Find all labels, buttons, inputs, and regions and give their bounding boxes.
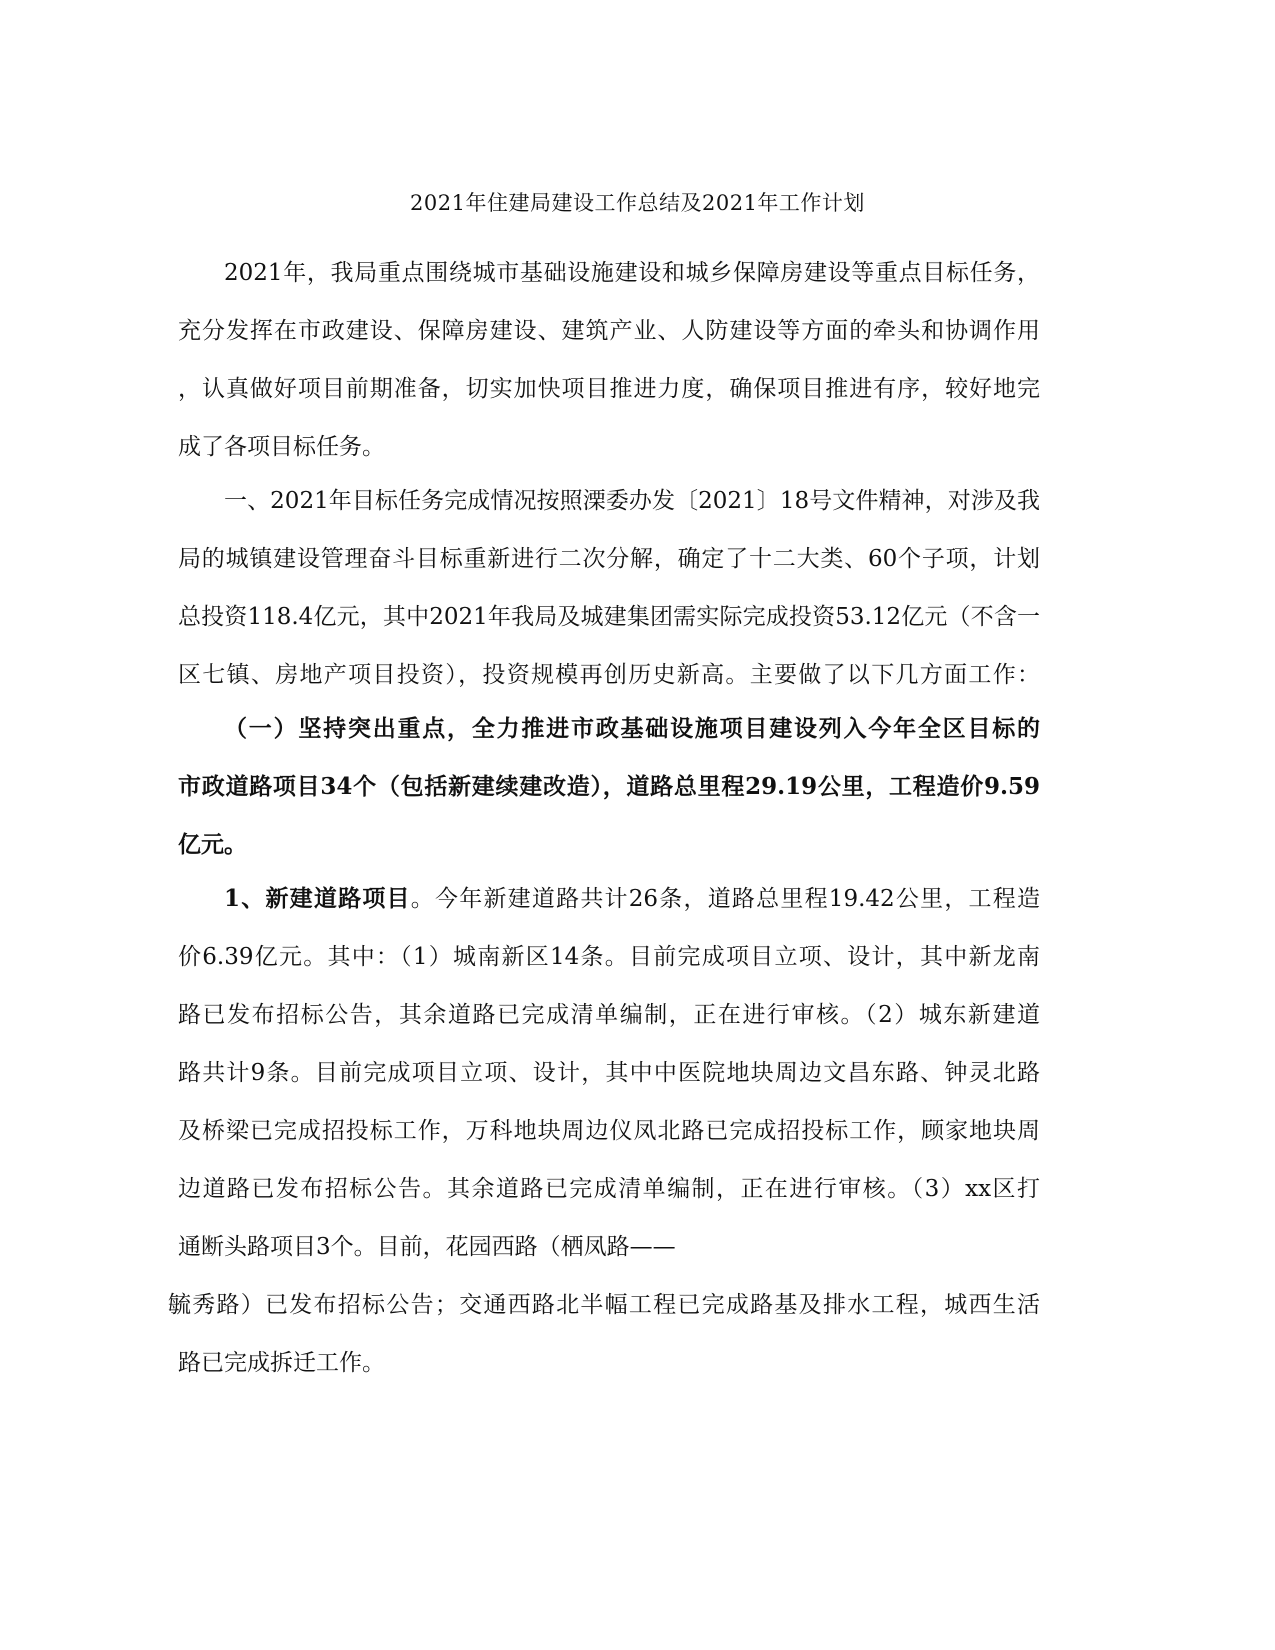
paragraph-line: 路已发布招标公告，其余道路已完成清单编制，正在进行审核。（2）城东新建道 [178, 1002, 1040, 1028]
paragraph-line: 充分发挥在市政建设、保障房建设、建筑产业、人防建设等方面的牵头和协调作用 [178, 318, 1040, 344]
paragraph-line: 局的城镇建设管理奋斗目标重新进行二次分解，确定了十二大类、60个子项，计划 [178, 546, 1040, 572]
paragraph-line-rest: 。今年新建道路共计26条，道路总里程19.42公里，工程造 [410, 886, 1040, 912]
heading-line: 市政道路项目34个（包括新建续建改造），道路总里程29.19公里，工程造价9.59 [178, 773, 1040, 800]
paragraph-line [178, 870, 1040, 928]
paragraph-line: ，认真做好项目前期准备，切实加快项目推进力度，确保项目推进有序，较好地完 [178, 376, 1040, 402]
section-heading-municipal [178, 700, 1040, 874]
paragraph-line: 路已完成拆迁工作。 [178, 1350, 385, 1376]
heading-line: 亿元。 [178, 831, 247, 858]
paragraph-line: 路共计9条。目前完成项目立项、设计，其中中医院地块周边文昌东路、钟灵北路 [178, 1060, 1040, 1086]
paragraph-line: 价6.39亿元。其中：（1）城南新区14条。目前完成项目立项、设计，其中新龙南 [178, 944, 1040, 970]
subsection-heading: 1、新建道路项目 [224, 885, 411, 912]
paragraph-new-roads [168, 870, 1040, 1392]
document-title: 2021年住建局建设工作总结及2021年工作计划 [410, 191, 865, 215]
paragraph-line: 边道路已发布招标公告。其余道路已完成清单编制，正在进行审核。（3）xx区打 [178, 1176, 1040, 1202]
paragraph-line: 区七镇、房地产项目投资），投资规模再创历史新高。主要做了以下几方面工作： [178, 662, 1040, 688]
paragraph-targets [178, 472, 1040, 704]
paragraph-line: 成了各项目标任务。 [178, 434, 385, 460]
heading-line: （一）坚持突出重点，全力推进市政基础设施项目建设列入今年全区目标的 [224, 715, 1040, 742]
paragraph-line: 毓秀路）已发布招标公告；交通西路北半幅工程已完成路基及排水工程，城西生活 [168, 1292, 1040, 1318]
paragraph-intro [178, 244, 1040, 476]
paragraph-line: 总投资118.4亿元，其中2021年我局及城建集团需实际完成投资53.12亿元（不含一 [178, 604, 1040, 630]
paragraph-line: 一、2021年目标任务完成情况按照溧委办发〔2021〕18号文件精神，对涉及我 [224, 488, 1040, 514]
paragraph-line: 2021年，我局重点围绕城市基础设施建设和城乡保障房建设等重点目标任务， [224, 260, 1040, 286]
paragraph-line: 及桥梁已完成招投标工作，万科地块周边仪凤北路已完成招投标工作，顾家地块周 [178, 1118, 1040, 1144]
paragraph-line: 通断头路项目3个。目前，花园西路（栖凤路—— [178, 1234, 676, 1260]
